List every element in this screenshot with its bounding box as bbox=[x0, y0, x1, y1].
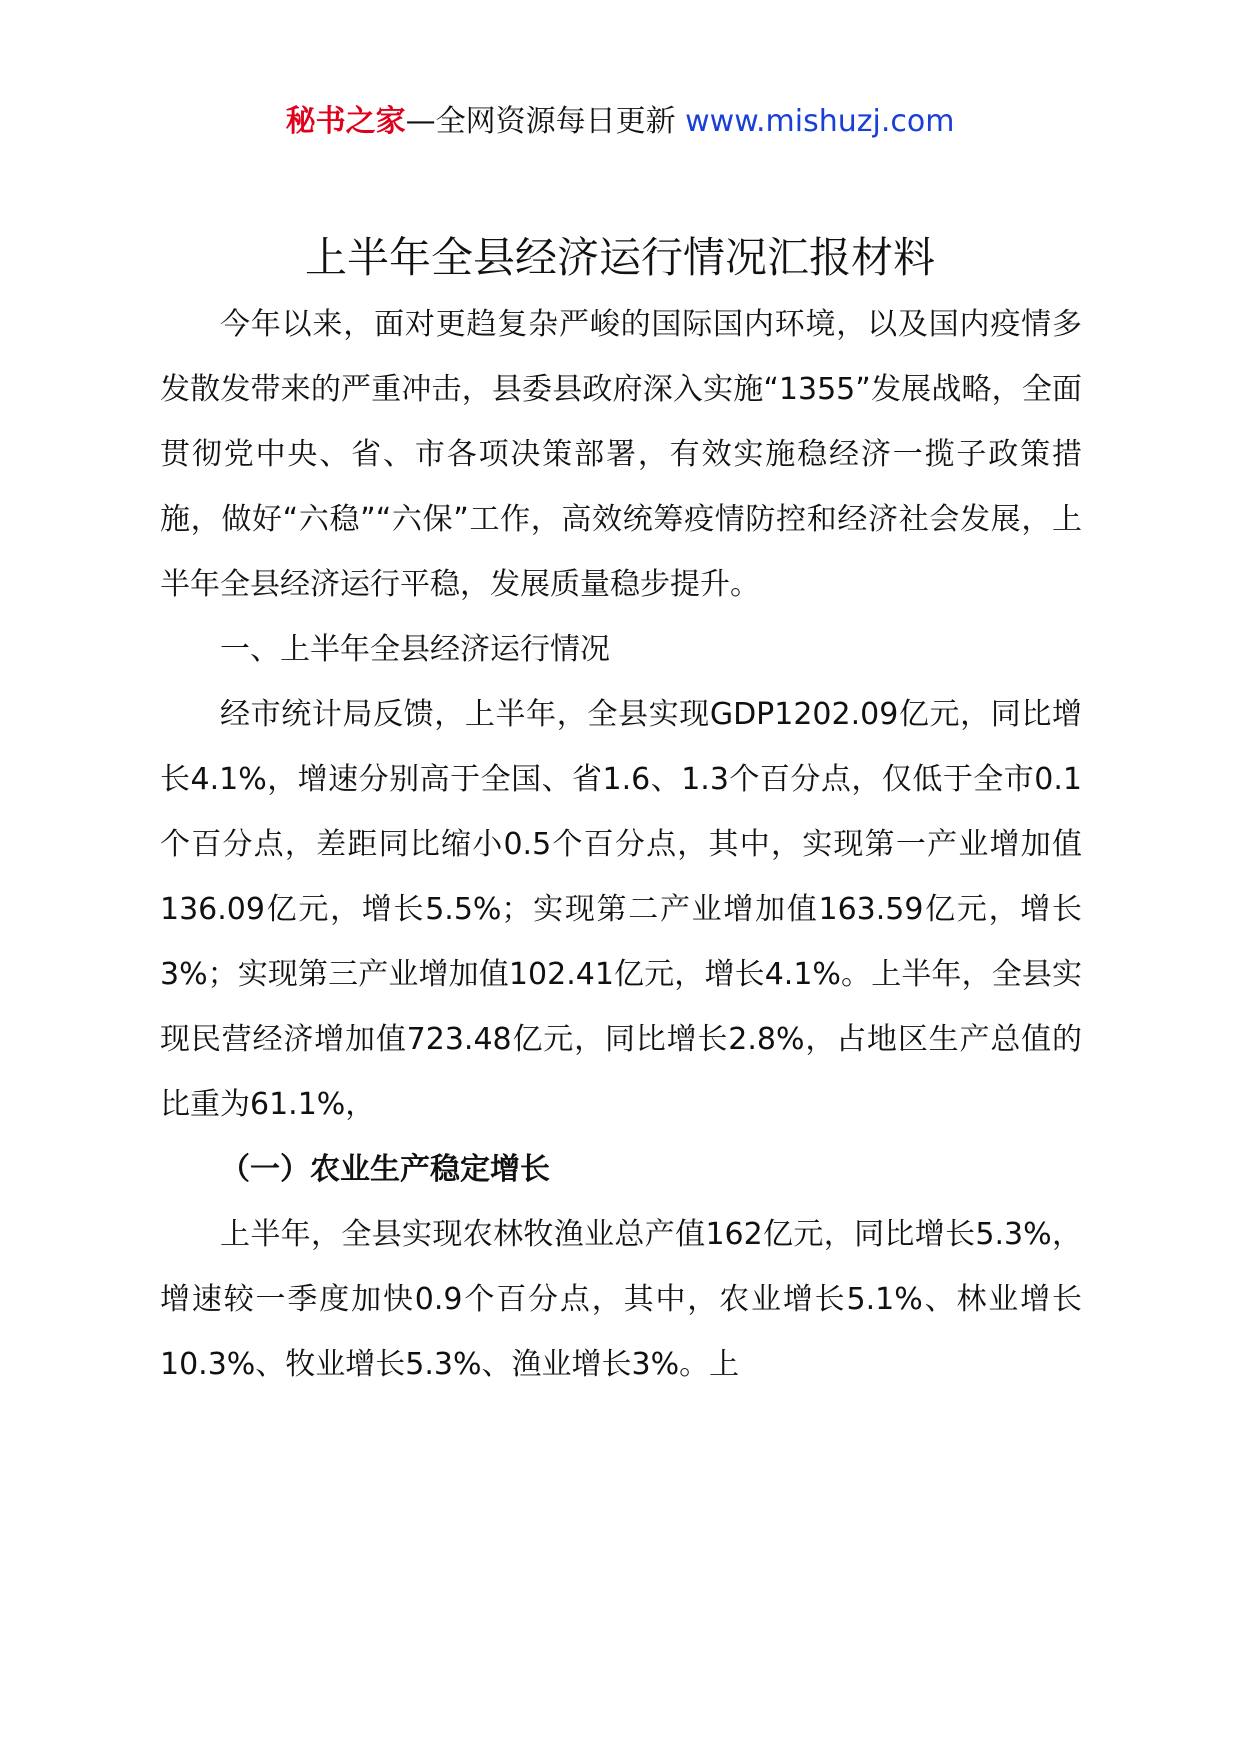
site-brand: 秘书之家 bbox=[285, 104, 406, 139]
section-1-paragraph: 经市统计局反馈，上半年，全县实现GDP1202.09亿元，同比增长4.1%，增速分别高于全国、省1.6、1.3个百分点，仅低于全市0.1个百分点，差距同比缩小0.5个百分点，其中，实现第一产业增加值136.09亿元，增长5.5%；实现第二产业增加值163.59亿元，增长3%；实现第三产业增加值102.41亿元，增长4.1%。上半年，全县实现民营经济增加值723.48亿元，同比增长2.8%，占地区生产总值的比重为61.1%， bbox=[160, 697, 1082, 1122]
site-header bbox=[0, 100, 1240, 144]
intro-paragraph: 今年以来，面对更趋复杂严峻的国际国内环境，以及国内疫情多发散发带来的严重冲击，县委县政府深入实施“1355”发展战略，全面贯彻党中央、省、市各项决策部署，有效实施稳经济一揽子政策措施，做好“六稳”“六保”工作，高效统筹疫情防控和经济社会发展，上半年全县经济运行平稳，发展质量稳步提升。 bbox=[160, 307, 1082, 602]
section-1-heading: 一、上半年全县经济运行情况 bbox=[220, 632, 610, 667]
site-tagline: —全网资源每日更新 bbox=[405, 104, 686, 139]
subsection-1-paragraph: 上半年，全县实现农林牧渔业总产值162亿元，同比增长5.3%，增速较一季度加快0.9个百分点，其中，农业增长5.1%、林业增长10.3%、牧业增长5.3%、渔业增长3%。上 bbox=[160, 1217, 1082, 1382]
document-title: 上半年全县经济运行情况汇报材料 bbox=[304, 233, 935, 282]
subsection-1-heading: （一）农业生产稳定增长 bbox=[220, 1152, 550, 1187]
document-body bbox=[160, 292, 1082, 1397]
site-url-link[interactable]: www.mishuzj.com bbox=[685, 104, 955, 139]
